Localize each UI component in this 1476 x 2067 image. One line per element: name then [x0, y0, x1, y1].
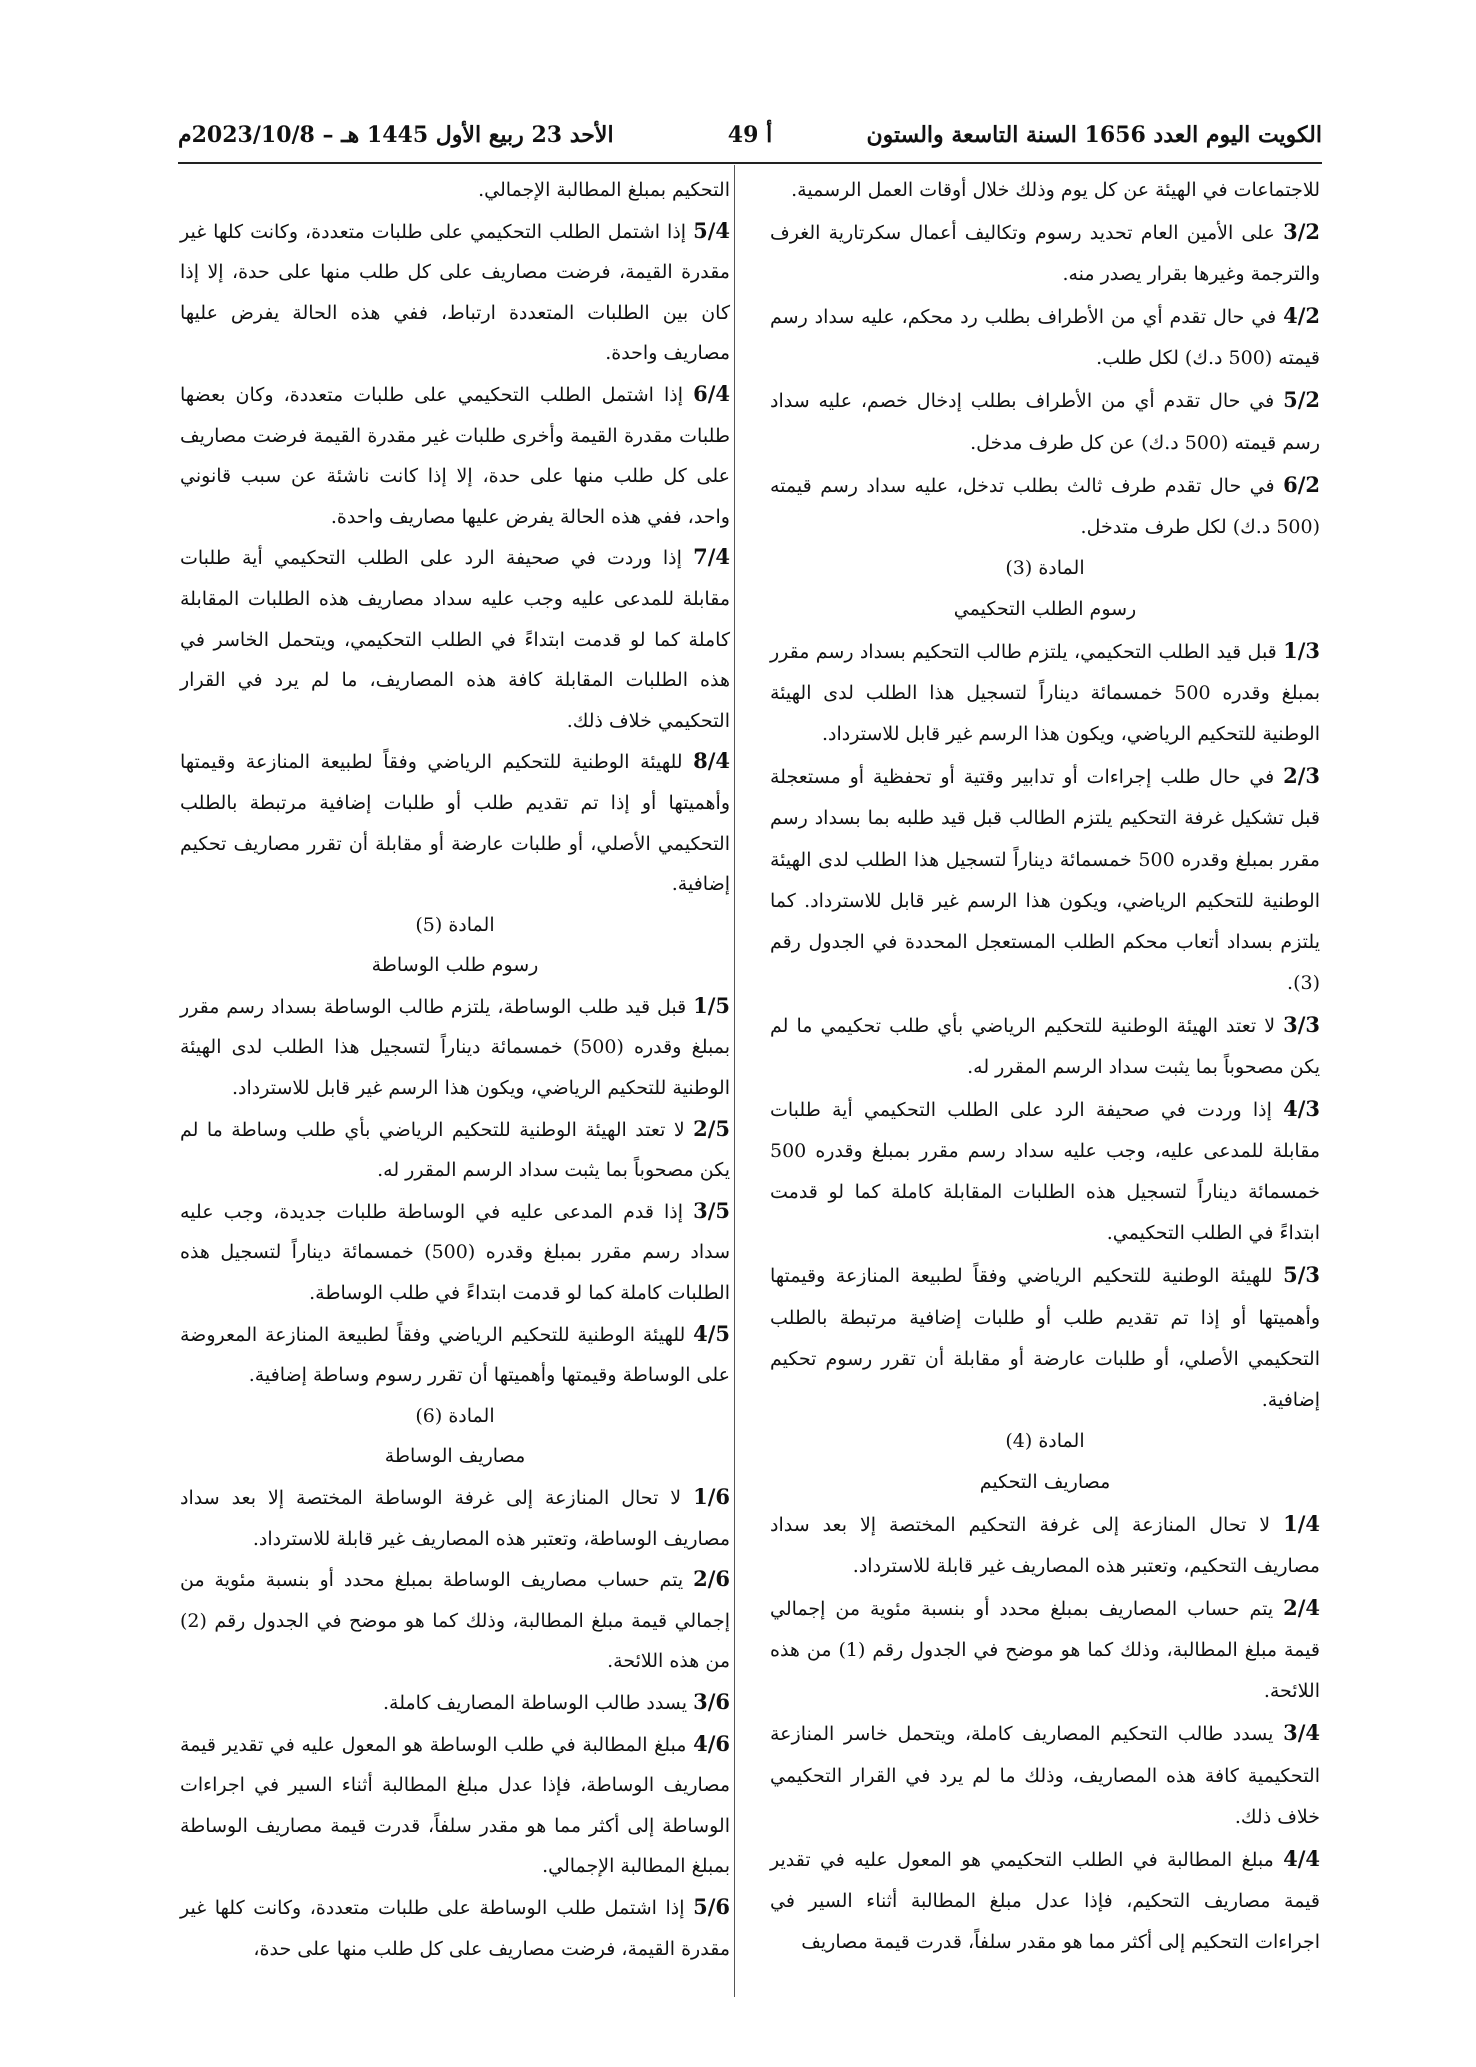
clause-number: 4/2 — [1283, 303, 1320, 329]
clause-number: 7/4 — [693, 544, 730, 570]
clause-3-2: 2/3 في حال طلب إجراءات أو تدابير وقتية أو تحفظية أو مستعجلة قبل تشكيل غرفة التحكيم يلتزم الطالب قبل قيد طلبه بما بسداد رسم مقرر بمبلغ وقدره 500 خمسمائة ديناراً لتسجيل هذا الطلب لدى الهيئة الوطنية للتحكيم الرياضي، ويكون هذا الرسم غير قابل للاسترداد. كما يلتزم بسداد أتعاب محكم الطلب المستعجل المحددة في الجدول رقم (3). — [770, 763, 1320, 994]
gazette-issue-info: الكويت اليوم العدد 1656 السنة التاسعة والستون — [866, 122, 1322, 148]
clause-number: 1/6 — [693, 1484, 730, 1509]
clause-number: 1/3 — [1283, 638, 1320, 664]
clause-4-2: 2/4 يتم حساب المصاريف بمبلغ محدد أو بنسبة مئوية من إجمالي قيمة مبلغ المطالبة، وذلك كما هو موضح في الجدول رقم (1) من هذه اللائحة. — [770, 1595, 1320, 1703]
clause-5-3: 3/5 إذا قدم المدعى عليه في الوساطة طلبات جديدة، وجب عليه سداد رسم مقرر بمبلغ وقدره (500) خمسمائة ديناراً لتسجيل هذه الطلبات كاملة كما لو قدمت ابتداءً في طلب الوساطة. — [180, 1197, 731, 1305]
clause-number: 6/4 — [693, 380, 730, 406]
clause-4-8: 8/4 للهيئة الوطنية للتحكيم الرياضي وفقاً لطبيعة المنازعة وقيمتها وأهميتها أو إذا تم تقديم طلب أو طلبات إضافية مرتبطة بالطلب التحكيمي الأصلي، أو طلبات عارضة أو مقابلة أن تقرر مصاريف تحكيم إضافية. — [180, 748, 730, 896]
clause-number: 5/4 — [693, 217, 730, 243]
clause-number: 3/3 — [1283, 1011, 1320, 1037]
clause-number: 4/6 — [693, 1730, 730, 1756]
clause-number: 1/4 — [1283, 1511, 1320, 1536]
right-column — [770, 170, 1320, 1963]
header-rule — [178, 162, 1322, 164]
article-title: مصاريف الوساطة — [384, 1445, 526, 1468]
clause-number: 2/6 — [693, 1566, 730, 1592]
clause-number: 5/2 — [1283, 387, 1320, 413]
clause-4-7: 7/4 إذا وردت في صحيفة الرد على الطلب التحكيمي أية طلبات مقابلة للمدعى عليه وجب عليه سداد مصاريف هذه الطلبات المقابلة كاملة كما لو قدمت ابتداءً في الطلب التحكيمي، ويتحمل الخاسر في هذه الطلبات المقابلة كافة هذه المصاريف، ما لم يرد في القرار التحكيمي خلاف ذلك. — [180, 544, 730, 732]
issue-date: الأحد 23 ربيع الأول 1445 هـ – 2023/10/8م — [178, 122, 614, 148]
clause-6-1: 1/6 لا تحال المنازعة إلى غرفة الوساطة المختصة إلا بعد سداد مصاريف الوساطة، وتعتبر هذه المصاريف غير قابلة للاسترداد. — [180, 1484, 730, 1550]
paragraph: التحكيم بمبلغ المطالبة الإجمالي. — [478, 179, 730, 201]
clause-6-3: 3/6 يسدد طالب الوساطة المصاريف كاملة. — [382, 1688, 730, 1714]
clause-number: 2/5 — [693, 1115, 730, 1141]
clause-3-3: 3/3 لا تعتد الهيئة الوطنية للتحكيم الرياضي بأي طلب تحكيمي ما لم يكن مصحوباً بما يثبت سداد الرسم المقرر له. — [770, 1011, 1320, 1078]
clause-number: 3/4 — [1283, 1720, 1320, 1746]
clause-6-4: 4/6 مبلغ المطالبة في طلب الوساطة هو المعول عليه في تقدير قيمة مصاريف الوساطة، فإذا عدل مبلغ المطالبة أثناء السير في اجراءات الوساطة إلى أكثر مما هو مقدر سلفاً، قدرت قيمة مصاريف الوساطة بمبلغ المطالبة الإجمالي. — [180, 1730, 730, 1878]
clause-2-5: 5/2 في حال تقدم أي من الأطراف بطلب إدخال خصم، عليه سداد رسم قيمته (500 د.ك) عن كل طرف مدخل. — [770, 387, 1320, 454]
clause-number: 3/5 — [693, 1197, 730, 1223]
clause-3-1: 1/3 قبل قيد الطلب التحكيمي، يلتزم طالب التحكيم بسداد رسم مقرر بمبلغ وقدره 500 خمسمائة ديناراً لتسجيل هذا الطلب لدى الهيئة الوطنية للتحكيم الرياضي، ويكون هذا الرسم غير قابل للاسترداد. — [770, 638, 1320, 746]
clause-number: 6/2 — [1283, 471, 1320, 497]
clause-number: 1/5 — [693, 992, 730, 1018]
clause-number: 4/3 — [1283, 1096, 1320, 1122]
clause-2-3: 3/2 على الأمين العام تحديد رسوم وتكاليف أعمال سكرتارية الغرف والترجمة وغيرها بقرار يصدر منه. — [770, 219, 1320, 286]
clause-number: 2/3 — [1283, 763, 1320, 789]
clause-5-2: 2/5 لا تعتد الهيئة الوطنية للتحكيم الرياضي بأي طلب وساطة ما لم يكن مصحوباً بما يثبت سداد الرسم المقرر له. — [180, 1115, 730, 1182]
paragraph: للاجتماعات في الهيئة عن كل يوم وذلك خلال أوقات العمل الرسمية. — [791, 179, 1320, 201]
clause-number: 8/4 — [693, 748, 730, 774]
clause-5-1: 1/5 قبل قيد طلب الوساطة، يلتزم طالب الوساطة بسداد رسم مقرر بمبلغ وقدره (500) خمسمائة ديناراً لتسجيل هذا الطلب لدى الهيئة الوطنية للتحكيم الرياضي، ويكون هذا الرسم غير قابل للاسترداد. — [180, 992, 730, 1100]
clause-4-3: 3/4 يسدد طالب التحكيم المصاريف كاملة، ويتحمل خاسر المنازعة التحكيمية كافة هذه المصاريف، وذلك ما لم يرد في القرار التحكيمي خلاف ذلك. — [770, 1720, 1320, 1828]
clause-number: 2/4 — [1283, 1595, 1320, 1621]
clause-4-1: 1/4 لا تحال المنازعة إلى غرفة التحكيم المختصة إلا بعد سداد مصاريف التحكيم، وتعتبر هذه المصاريف غير قابلة للاسترداد. — [770, 1511, 1320, 1578]
clause-4-6: 6/4 إذا اشتمل الطلب التحكيمي على طلبات متعددة، وكان بعضها طلبات مقدرة القيمة وأخرى طلبات غير مقدرة القيمة فرضت مصاريف على كل طلب منها على حدة، إلا إذا كانت ناشئة عن سبب قانوني واحد، ففي هذه الحالة يفرض عليها مصاريف واحدة. — [180, 380, 730, 528]
clause-number: 4/4 — [1283, 1845, 1320, 1871]
article-heading: المادة (6) — [415, 1404, 495, 1427]
clause-4-4: 4/4 مبلغ المطالبة في الطلب التحكيمي هو المعول عليه في تقدير قيمة مصاريف التحكيم، فإذا عدل مبلغ المطالبة أثناء السير في اجراءات التحكيم إلى أكثر مما هو مقدر سلفاً، قدرت قيمة مصاريف — [770, 1845, 1320, 1953]
clause-6-5: 5/6 إذا اشتمل طلب الوساطة على طلبات متعددة، وكانت كلها غير مقدرة القيمة، فرضت مصاريف على كل طلب منها على حدة، — [180, 1893, 730, 1960]
left-column — [180, 170, 730, 1969]
clause-4-5: 5/4 إذا اشتمل الطلب التحكيمي على طلبات متعددة، وكانت كلها غير مقدرة القيمة، فرضت مصاريف على كل طلب منها على حدة، إلا إذا كان بين الطلبات المتعددة ارتباط، ففي هذه الحالة يفرض عليها مصاريف واحدة. — [180, 217, 730, 365]
clause-6-2: 2/6 يتم حساب مصاريف الوساطة بمبلغ محدد أو بنسبة مئوية من إجمالي قيمة مبلغ المطالبة، وذلك كما هو موضح في الجدول رقم (2) من هذه اللائحة. — [180, 1566, 730, 1673]
clause-number: 5/3 — [1283, 1262, 1320, 1288]
article-title: رسوم طلب الوساطة — [371, 954, 539, 977]
clause-number: 5/6 — [693, 1893, 730, 1919]
article-heading: المادة (3) — [1005, 556, 1085, 579]
clause-3-5: 5/3 للهيئة الوطنية للتحكيم الرياضي وفقاً لطبيعة المنازعة وقيمتها وأهميتها أو إذا تم تقديم طلب أو طلبات إضافية مرتبطة بالطلب التحكيمي الأصلي، أو طلبات عارضة أو مقابلة أن تقرر رسوم تحكيم إضافية. — [770, 1262, 1320, 1411]
article-title: رسوم الطلب التحكيمي — [953, 597, 1137, 620]
clause-number: 3/2 — [1283, 219, 1320, 245]
column-divider — [734, 165, 735, 1997]
clause-3-4: 4/3 إذا وردت في صحيفة الرد على الطلب التحكيمي أية طلبات مقابلة للمدعى عليه، وجب عليه سداد رسم مقرر بمبلغ وقدره 500 خمسمائة ديناراً لتسجيل هذه الطلبات المقابلة كاملة كما لو قدمت ابتداءً في الطلب التحكيمي. — [770, 1096, 1320, 1245]
page-number: أ 49 — [727, 122, 773, 148]
clause-2-6: 6/2 في حال تقدم طرف ثالث بطلب تدخل، عليه سداد رسم قيمته (500 د.ك) لكل طرف متدخل. — [770, 471, 1320, 538]
article-title: مصاريف التحكيم — [979, 1470, 1111, 1493]
clause-2-4: 4/2 في حال تقدم أي من الأطراف بطلب رد محكم، عليه سداد رسم قيمته (500 د.ك) لكل طلب. — [770, 303, 1320, 370]
clause-number: 3/6 — [693, 1688, 730, 1714]
page-header — [178, 122, 1322, 152]
article-heading: المادة (4) — [1005, 1429, 1085, 1452]
clause-5-4: 4/5 للهيئة الوطنية للتحكيم الرياضي وفقاً لطبيعة المنازعة المعروضة على الوساطة وقيمتها وأهميتها أن تقرر رسوم وساطة إضافية. — [180, 1320, 730, 1387]
article-heading: المادة (5) — [415, 913, 495, 936]
clause-number: 4/5 — [693, 1320, 730, 1346]
